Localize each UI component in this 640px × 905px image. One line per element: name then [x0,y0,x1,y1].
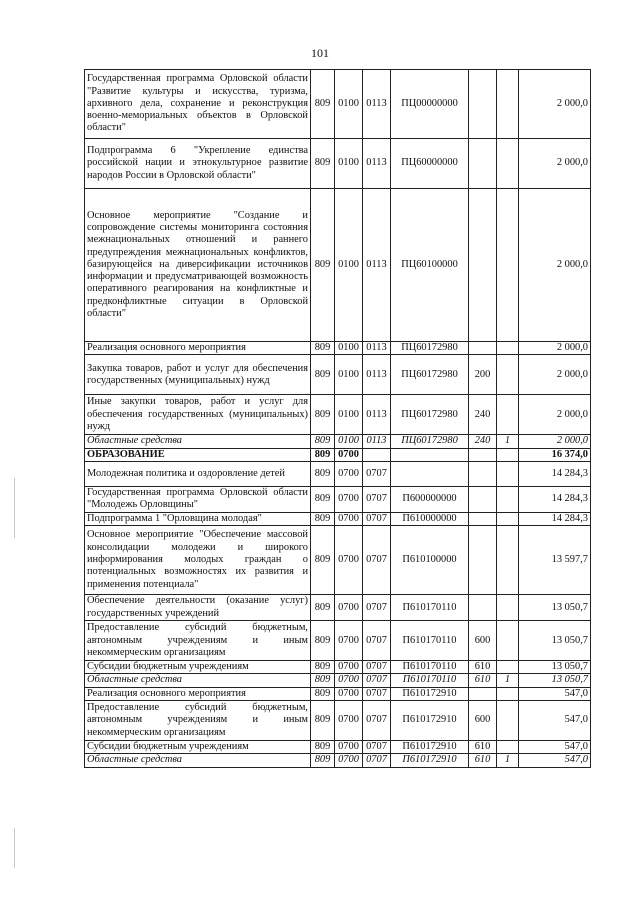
subsection-code: 0707 [363,687,391,700]
row-name: Подпрограмма 1 "Орловщина молодая" [85,512,311,525]
source-code: 1 [497,435,519,448]
subsection-code: 0707 [363,661,391,674]
amount: 14 284,3 [519,512,591,525]
source-code [497,355,519,395]
table-row [85,741,591,754]
section-code: 0100 [335,70,363,139]
grbs-code: 809 [311,139,335,189]
amount: 13 050,7 [519,621,591,661]
source-code [497,70,519,139]
amount: 2 000,0 [519,355,591,395]
budget-table [84,69,591,768]
target-article-code: ПЦ60172980 [391,342,469,355]
source-code [497,595,519,621]
expense-type-code [469,342,497,355]
source-code [497,189,519,342]
target-article-code: П610100000 [391,526,469,595]
section-code: 0100 [335,139,363,189]
subsection-code: 0113 [363,139,391,189]
section-code: 0100 [335,395,363,435]
expense-type-code: 610 [469,741,497,754]
section-code: 0700 [335,526,363,595]
row-name: Предоставление субсидий бюджетным, автономным учреждениям и иным некоммерческим организациям [85,701,311,741]
row-name: Реализация основного мероприятия [85,687,311,700]
amount: 2 000,0 [519,395,591,435]
amount: 547,0 [519,687,591,700]
subsection-code: 0707 [363,741,391,754]
expense-type-code [469,687,497,700]
grbs-code: 809 [311,661,335,674]
table-row [85,526,591,595]
target-article-code: ПЦ60000000 [391,139,469,189]
table-row [85,435,591,448]
table-row [85,701,591,741]
row-name: Областные средства [85,435,311,448]
grbs-code: 809 [311,526,335,595]
amount: 2 000,0 [519,342,591,355]
row-name: Молодежная политика и оздоровление детей [85,461,311,486]
amount: 13 597,7 [519,526,591,595]
subsection-code [363,448,391,461]
target-article-code: ПЦ60100000 [391,189,469,342]
source-code [497,448,519,461]
expense-type-code [469,461,497,486]
grbs-code: 809 [311,687,335,700]
table-row [85,395,591,435]
section-code: 0700 [335,701,363,741]
amount: 2 000,0 [519,70,591,139]
row-name: Реализация основного мероприятия [85,342,311,355]
section-code: 0100 [335,435,363,448]
section-code: 0100 [335,189,363,342]
grbs-code: 809 [311,595,335,621]
row-name: Основное мероприятие "Создание и сопровождение системы мониторинга состояния межнациональных отношений и раннего предупреждения межнациональных конфликтов, базирующейся на диверсификации источников информации и предусматривающей возможность оперативного реагирования на конфликтные и предконфликтные ситуации в Орловской области" [85,189,311,342]
grbs-code: 809 [311,512,335,525]
amount: 14 284,3 [519,486,591,512]
section-code: 0700 [335,621,363,661]
section-code: 0700 [335,674,363,687]
grbs-code: 809 [311,674,335,687]
row-name: Субсидии бюджетным учреждениям [85,661,311,674]
expense-type-code: 610 [469,754,497,767]
row-name: Закупка товаров, работ и услуг для обеспечения государственных (муниципальных) нужд [85,355,311,395]
table-row [85,661,591,674]
grbs-code: 809 [311,448,335,461]
amount: 2 000,0 [519,189,591,342]
table-row [85,754,591,767]
target-article-code [391,461,469,486]
target-article-code: П610172910 [391,754,469,767]
subsection-code: 0707 [363,701,391,741]
section-code: 0700 [335,595,363,621]
section-code: 0700 [335,448,363,461]
target-article-code: П610170110 [391,621,469,661]
row-name: Государственная программа Орловской области "Развитие культуры и искусства, туризма, архивного дела, сохранение и реконструкция военно-мемориальных объектов в Орловской области" [85,70,311,139]
target-article-code: П610170110 [391,595,469,621]
amount: 13 050,7 [519,674,591,687]
source-code [497,342,519,355]
amount: 547,0 [519,754,591,767]
subsection-code: 0707 [363,486,391,512]
row-name: Предоставление субсидий бюджетным, автономным учреждениям и иным некоммерческим организациям [85,621,311,661]
target-article-code: П610170110 [391,661,469,674]
table-row [85,687,591,700]
target-article-code: П610172910 [391,741,469,754]
subsection-code: 0707 [363,674,391,687]
grbs-code: 809 [311,754,335,767]
row-name: Основное мероприятие "Обеспечение массовой консолидации молодежи и широкого информирования молодых граждан о потенциальных возможностях их развития и применения потенциала" [85,526,311,595]
expense-type-code [469,139,497,189]
target-article-code: П610172910 [391,701,469,741]
source-code [497,661,519,674]
row-name: Иные закупки товаров, работ и услуг для обеспечения государственных (муниципальных) нужд [85,395,311,435]
grbs-code: 809 [311,355,335,395]
target-article-code: П610000000 [391,512,469,525]
expense-type-code: 610 [469,674,497,687]
target-article-code: ПЦ60172980 [391,395,469,435]
row-name: Государственная программа Орловской области "Молодежь Орловщины" [85,486,311,512]
row-name: Подпрограмма 6 "Укрепление единства российской нации и этнокультурное развитие народов России в Орловской области" [85,139,311,189]
target-article-code: П610172910 [391,687,469,700]
table-row [85,621,591,661]
section-code: 0700 [335,754,363,767]
source-code [497,701,519,741]
subsection-code: 0707 [363,461,391,486]
subsection-code: 0113 [363,395,391,435]
expense-type-code [469,486,497,512]
target-article-code: ПЦ60172980 [391,435,469,448]
scan-artifact [14,828,15,868]
section-code: 0700 [335,486,363,512]
expense-type-code: 200 [469,355,497,395]
section-code: 0100 [335,342,363,355]
grbs-code: 809 [311,486,335,512]
table-row [85,189,591,342]
grbs-code: 809 [311,461,335,486]
amount: 547,0 [519,701,591,741]
source-code [497,687,519,700]
expense-type-code: 240 [469,395,497,435]
amount: 547,0 [519,741,591,754]
section-code: 0700 [335,512,363,525]
target-article-code: ПЦ00000000 [391,70,469,139]
table-row [85,70,591,139]
subsection-code: 0707 [363,595,391,621]
table-row [85,448,591,461]
source-code [497,741,519,754]
row-name: Областные средства [85,674,311,687]
expense-type-code [469,448,497,461]
target-article-code: ПЦ60172980 [391,355,469,395]
section-code: 0100 [335,355,363,395]
grbs-code: 809 [311,435,335,448]
section-code: 0700 [335,661,363,674]
row-name: Обеспечение деятельности (оказание услуг) государственных учреждений [85,595,311,621]
expense-type-code: 600 [469,701,497,741]
target-article-code: П610170110 [391,674,469,687]
amount: 13 050,7 [519,661,591,674]
subsection-code: 0707 [363,526,391,595]
expense-type-code [469,526,497,595]
subsection-code: 0113 [363,342,391,355]
target-article-code: П600000000 [391,486,469,512]
amount: 16 374,0 [519,448,591,461]
expense-type-code: 240 [469,435,497,448]
table-row [85,139,591,189]
grbs-code: 809 [311,621,335,661]
source-code [497,621,519,661]
expense-type-code: 600 [469,621,497,661]
table-row [85,674,591,687]
expense-type-code [469,189,497,342]
subsection-code: 0707 [363,754,391,767]
subsection-code: 0113 [363,435,391,448]
subsection-code: 0113 [363,189,391,342]
grbs-code: 809 [311,70,335,139]
row-name: Областные средства [85,754,311,767]
amount: 2 000,0 [519,139,591,189]
source-code [497,395,519,435]
source-code [497,512,519,525]
section-code: 0700 [335,741,363,754]
source-code [497,461,519,486]
source-code: 1 [497,674,519,687]
table-row [85,355,591,395]
page-number: 101 [311,46,329,60]
source-code [497,526,519,595]
table-row [85,595,591,621]
table-row [85,486,591,512]
expense-type-code [469,595,497,621]
subsection-code: 0113 [363,70,391,139]
amount: 2 000,0 [519,435,591,448]
row-name: Субсидии бюджетным учреждениям [85,741,311,754]
grbs-code: 809 [311,741,335,754]
subsection-code: 0707 [363,621,391,661]
row-name: ОБРАЗОВАНИЕ [85,448,311,461]
expense-type-code [469,512,497,525]
grbs-code: 809 [311,701,335,741]
source-code [497,139,519,189]
expense-type-code [469,70,497,139]
source-code [497,486,519,512]
source-code: 1 [497,754,519,767]
grbs-code: 809 [311,395,335,435]
table-row [85,512,591,525]
amount: 13 050,7 [519,595,591,621]
amount: 14 284,3 [519,461,591,486]
table-row [85,342,591,355]
grbs-code: 809 [311,189,335,342]
expense-type-code: 610 [469,661,497,674]
grbs-code: 809 [311,342,335,355]
subsection-code: 0113 [363,355,391,395]
section-code: 0700 [335,687,363,700]
scan-artifact [14,478,15,538]
subsection-code: 0707 [363,512,391,525]
table-row [85,461,591,486]
target-article-code [391,448,469,461]
section-code: 0700 [335,461,363,486]
